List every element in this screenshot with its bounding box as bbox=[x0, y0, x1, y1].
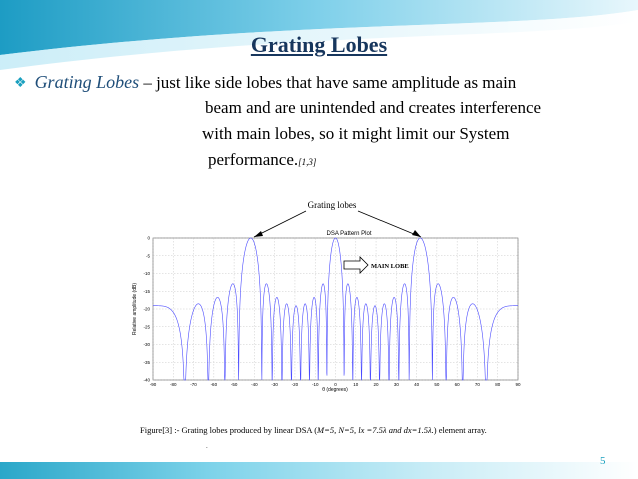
x-tick-label: -70 bbox=[190, 382, 197, 387]
y-tick-label: -40 bbox=[143, 377, 150, 383]
x-tick-label: 80 bbox=[495, 382, 501, 387]
y-tick-labels bbox=[143, 236, 150, 383]
x-tick-label: 0 bbox=[334, 382, 337, 387]
caption-suffix: ) element array. bbox=[433, 425, 487, 435]
bullet-dash: – bbox=[139, 73, 157, 92]
diamond-bullet-icon: ❖ bbox=[14, 76, 27, 91]
y-axis-label: Relative amplitude (dB) bbox=[132, 283, 138, 335]
grating-lobes-figure bbox=[124, 193, 524, 393]
x-tick-label: -60 bbox=[210, 382, 218, 387]
caption-params: M=5, N=5, lx =7.5λ and dx=1.5λ. bbox=[317, 425, 434, 435]
x-tick-label: 70 bbox=[474, 382, 480, 387]
figure-caption bbox=[140, 425, 487, 435]
x-tick-label: 10 bbox=[353, 382, 359, 387]
x-tick-label: -80 bbox=[170, 382, 177, 387]
arrowhead-left bbox=[254, 231, 263, 237]
bullet-term: Grating Lobes bbox=[34, 72, 140, 92]
citation: [1,3] bbox=[298, 157, 317, 167]
caption-dot: . bbox=[206, 442, 208, 450]
y-tick-label: 0 bbox=[147, 235, 150, 241]
x-tick-label: 60 bbox=[454, 382, 460, 387]
slide-number: 5 bbox=[600, 455, 606, 467]
y-tick-label: -30 bbox=[143, 342, 150, 347]
x-tick-label: 90 bbox=[515, 382, 521, 387]
grating-lobes-annotation: Grating lobes bbox=[307, 200, 357, 210]
x-tick-label: 20 bbox=[373, 382, 379, 387]
y-tick-label: -15 bbox=[143, 288, 150, 294]
bullet-text-performance: performance. bbox=[208, 150, 299, 169]
bullet-text-line-3: with main lobes, so it might limit our System bbox=[202, 124, 510, 143]
x-tick-label: 30 bbox=[393, 382, 399, 387]
x-tick-label: -30 bbox=[271, 382, 278, 387]
x-tick-label: -90 bbox=[149, 382, 157, 387]
x-tick-label: -50 bbox=[230, 382, 238, 387]
bullet-text-line-2: beam and are unintended and creates interference bbox=[205, 98, 542, 117]
x-axis-label: θ (degrees) bbox=[322, 387, 348, 393]
bullet-line-1 bbox=[14, 72, 516, 93]
y-tick-label: -5 bbox=[145, 253, 150, 259]
x-tick-label: 40 bbox=[414, 382, 420, 387]
slide-title: Grating Lobes bbox=[250, 32, 388, 57]
y-tick-label: -10 bbox=[143, 271, 150, 276]
y-tick-label: -35 bbox=[143, 359, 150, 365]
main-lobe-label: MAIN LOBE bbox=[371, 263, 409, 270]
bullet-text-line-4 bbox=[208, 150, 316, 170]
x-tick-label: 50 bbox=[434, 382, 440, 387]
x-tick-label: -40 bbox=[251, 382, 258, 387]
plot-title: DSA Pattern Plot bbox=[326, 231, 372, 237]
arrowhead-right bbox=[412, 230, 421, 237]
x-tick-label: -10 bbox=[311, 382, 319, 387]
y-tick-label: -20 bbox=[143, 306, 150, 312]
x-tick-label: -20 bbox=[291, 382, 299, 387]
y-tick-label: -25 bbox=[143, 324, 150, 330]
caption-prefix: Figure[3] :- Grating lobes produced by linear DSA ( bbox=[140, 425, 318, 435]
bullet-text-line-1: just like side lobes that have same amplitude as main bbox=[156, 73, 517, 92]
bottom-band-decoration bbox=[0, 462, 638, 479]
